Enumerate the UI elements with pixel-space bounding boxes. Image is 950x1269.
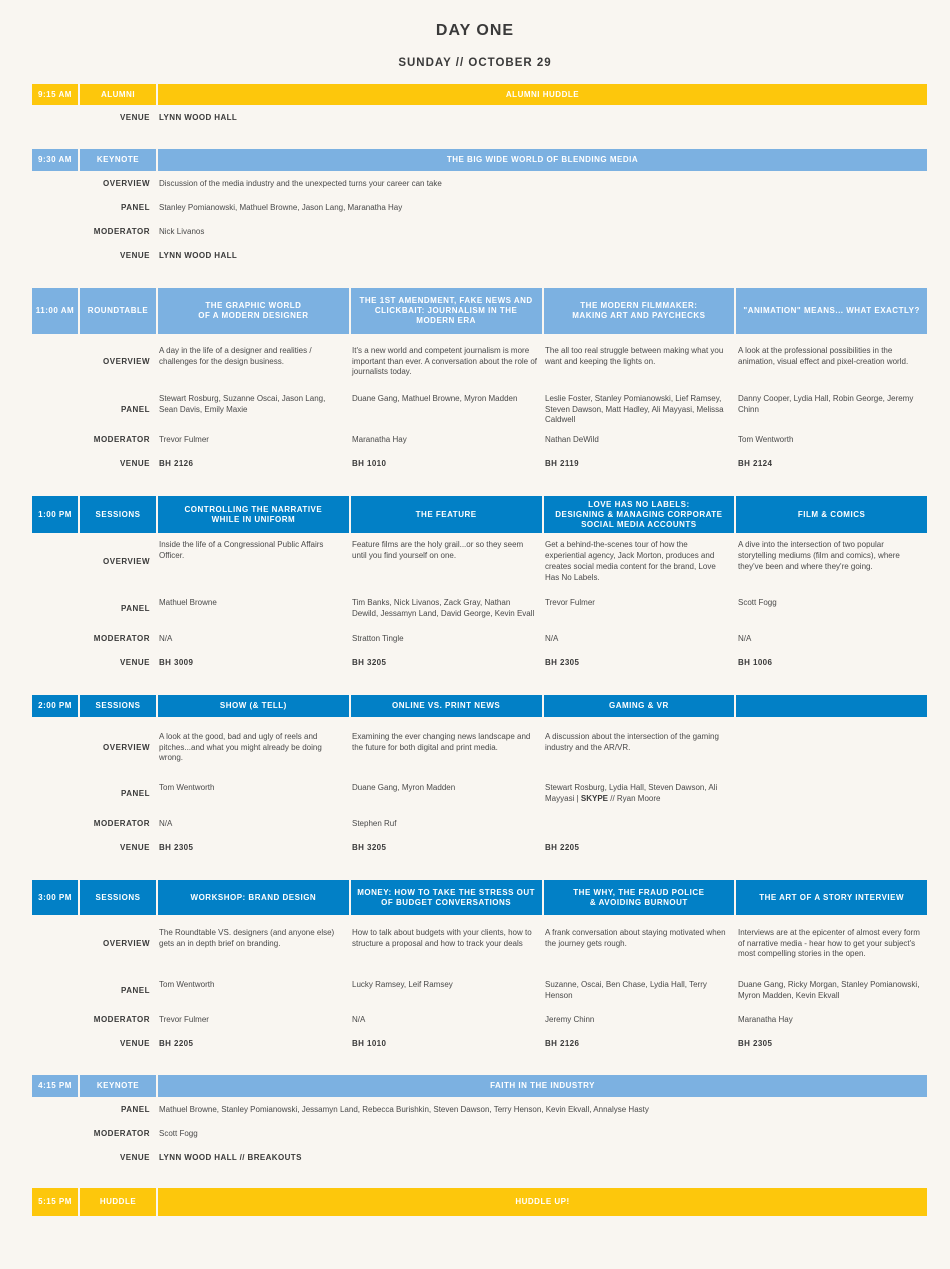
sessions3-venue-row — [32, 1038, 927, 1050]
type-cell: SESSIONS — [80, 880, 158, 915]
roundtable-moderator-row — [32, 434, 927, 446]
overview-value: The all too real struggle between making what you want and keeping the lights on. — [545, 345, 724, 366]
session-title: THE WHY, THE FRAUD POLICE & AVOIDING BURNOUT — [544, 880, 737, 915]
venue-value: BH 2305 — [738, 1038, 773, 1048]
panel-value: Stanley Pomianowski, Mathuel Browne, Jason Lang, Maranatha Hay — [159, 202, 403, 212]
session-title: THE BIG WIDE WORLD OF BLENDING MEDIA — [158, 149, 927, 171]
venue-value — [734, 843, 927, 854]
venue-value: BH 3205 — [352, 657, 387, 667]
overview-value: Interviews are at the epicenter of almost every form of narrative media - hear how to get your subject's most compelling stories in the open. — [738, 927, 920, 959]
overview-value: A look at the good, bad and ugly of reels and pitches...and what you might already be doing wrong. — [159, 731, 322, 763]
session-title: ALUMNI HUDDLE — [158, 84, 927, 105]
time-cell: 9:15 AM — [32, 84, 80, 105]
panel-label: PANEL — [120, 202, 150, 212]
overview-value: Get a behind-the-scenes tour of how the experiential agency, Jack Morton, produces and creates social media content for the brand, Love Has No Labels. — [545, 540, 716, 582]
panel-value: Tim Banks, Nick Livanos, Zack Gray, Nathan Dewild, Jessamyn Land, David George, Kevin Evall — [352, 598, 535, 618]
moderator-value: Maranatha Hay — [738, 1014, 793, 1024]
keynote1-overview-row — [32, 178, 927, 190]
moderator-value — [734, 819, 927, 830]
keynote2-header — [32, 1075, 927, 1097]
overview-value: Discussion of the media industry and the unexpected turns your career can take — [159, 178, 442, 188]
session-title: THE GRAPHIC WORLD OF A MODERN DESIGNER — [158, 288, 351, 334]
sessions1-overview-row — [32, 540, 927, 584]
sessions2-panel-row — [32, 780, 927, 808]
session-title: MONEY: HOW TO TAKE THE STRESS OUT OF BUDGET CONVERSATIONS — [351, 880, 544, 915]
roundtable-header — [32, 288, 927, 334]
overview-value — [734, 732, 927, 764]
venue-value: BH 2119 — [545, 458, 579, 468]
panel-value: Trevor Fulmer — [545, 598, 595, 608]
page-subtitle: SUNDAY // OCTOBER 29 — [398, 57, 552, 69]
moderator-value: Tom Wentworth — [738, 434, 794, 444]
sessions2-moderator-row — [32, 818, 927, 830]
session-title: LOVE HAS NO LABELS: DESIGNING & MANAGING CORPORATE SOCIAL MEDIA ACCOUNTS — [544, 496, 737, 533]
moderator-label: MODERATOR — [93, 818, 150, 828]
session-title: WORKSHOP: BRAND DESIGN — [158, 880, 351, 915]
overview-label: OVERVIEW — [103, 556, 150, 566]
session-title: THE ART OF A STORY INTERVIEW — [736, 880, 927, 915]
moderator-label: MODERATOR — [93, 633, 150, 643]
type-cell: ALUMNI — [80, 84, 158, 105]
session-title: THE 1ST AMENDMENT, FAKE NEWS AND CLICKBAIT: JOURNALISM IN THE MODERN ERA — [351, 288, 544, 334]
type-cell: ROUNDTABLE — [80, 288, 158, 334]
venue-label: VENUE — [119, 1152, 150, 1162]
moderator-value: Stephen Ruf — [352, 818, 397, 828]
panel-value-part: // Ryan Moore — [610, 794, 661, 803]
session-title — [736, 695, 927, 717]
venue-value: BH 2305 — [159, 842, 194, 852]
panel-value — [541, 783, 734, 805]
keynote1-header — [32, 149, 927, 171]
sessions2-venue-row — [32, 842, 927, 854]
moderator-value: N/A — [738, 633, 752, 643]
time-cell: 11:00 AM — [32, 288, 80, 334]
overview-value: A discussion about the intersection of the gaming industry and the AR/VR. — [545, 731, 719, 752]
moderator-value — [541, 819, 734, 830]
panel-value — [734, 783, 927, 805]
session-title: FAITH IN THE INDUSTRY — [158, 1075, 927, 1097]
moderator-value: Jeremy Chinn — [545, 1014, 595, 1024]
panel-label: PANEL — [120, 788, 150, 798]
moderator-value: Scott Fogg — [159, 1128, 198, 1138]
moderator-value: Nathan DeWild — [545, 434, 599, 444]
venue-label: VENUE — [119, 250, 150, 260]
venue-value: BH 2205 — [159, 1038, 194, 1048]
moderator-value: N/A — [545, 633, 559, 643]
type-cell: KEYNOTE — [80, 149, 158, 171]
panel-value: Danny Cooper, Lydia Hall, Robin George, Jeremy Chinn — [738, 393, 914, 414]
time-cell: 1:00 PM — [32, 496, 80, 533]
panel-value: Duane Gang, Mathuel Browne, Myron Madden — [352, 393, 518, 403]
venue-value: LYNN WOOD HALL — [159, 250, 238, 260]
moderator-value: Nick Livanos — [159, 226, 205, 236]
panel-label: PANEL — [120, 603, 150, 613]
panel-value: Stewart Rosburg, Suzanne Oscai, Jason Lang, Sean Davis, Emily Maxie — [159, 393, 326, 414]
panel-value: Mathuel Browne — [159, 598, 217, 608]
alumni-venue-row — [32, 112, 927, 124]
panel-value: Scott Fogg — [738, 598, 777, 608]
venue-value: BH 2305 — [545, 657, 580, 667]
venue-value: BH 3009 — [159, 657, 194, 667]
sessions1-venue-row — [32, 657, 927, 669]
page-title: DAY ONE — [435, 22, 515, 39]
overview-value: The Roundtable VS. designers (and anyone else) gets an in depth brief on branding. — [159, 927, 335, 948]
session-title: THE MODERN FILMMAKER: MAKING ART AND PAYCHECKS — [544, 288, 737, 334]
keynote2-panel-row — [32, 1104, 927, 1116]
roundtable-overview-row — [32, 342, 927, 382]
moderator-value: Trevor Fulmer — [159, 1014, 209, 1024]
session-title: FILM & COMICS — [736, 496, 927, 533]
panel-value: Mathuel Browne, Stanley Pomianowski, Jessamyn Land, Rebecca Burishkin, Steven Dawson, Terry Henson, Kevin Ekvall, Annalyse Hasty — [159, 1104, 649, 1114]
venue-value: BH 2126 — [545, 1038, 580, 1048]
sessions1-header — [32, 496, 927, 533]
panel-value: Duane Gang, Ricky Morgan, Stanley Pomianowski, Myron Madden, Kevin Ekvall — [738, 980, 920, 1000]
overview-value: Feature films are the holy grail...or so they seem until you find yourself on one. — [352, 540, 524, 561]
type-cell: HUDDLE — [80, 1188, 158, 1216]
panel-value-part: Stewart Rosburg, Lydia Hall, Steven Dawson, Ali Mayyasi | — [545, 783, 718, 803]
venue-value: LYNN WOOD HALL — [159, 112, 238, 122]
huddle-header — [32, 1188, 927, 1216]
overview-label: OVERVIEW — [103, 356, 150, 366]
time-cell: 2:00 PM — [32, 695, 80, 717]
venue-label: VENUE — [119, 112, 150, 122]
session-title: "ANIMATION" MEANS... WHAT EXACTLY? — [736, 288, 927, 334]
panel-label: PANEL — [120, 985, 150, 995]
moderator-value: N/A — [352, 1014, 366, 1024]
overview-value: Examining the ever changing news landscape and the future for both digital and print media. — [352, 731, 531, 752]
alumni-header — [32, 84, 927, 105]
panel-value: Tom Wentworth — [159, 783, 215, 793]
session-title: GAMING & VR — [544, 695, 737, 717]
keynote1-moderator-row — [32, 226, 927, 238]
sessions3-header — [32, 880, 927, 915]
roundtable-venue-row — [32, 458, 927, 470]
venue-value: LYNN WOOD HALL // BREAKOUTS — [159, 1152, 302, 1162]
venue-value: BH 3205 — [352, 842, 387, 852]
session-title: ONLINE VS. PRINT NEWS — [351, 695, 544, 717]
sessions3-moderator-row — [32, 1014, 927, 1026]
keynote2-moderator-row — [32, 1128, 927, 1140]
overview-value: A day in the life of a designer and realities / challenges for the design business. — [159, 345, 312, 366]
moderator-value: Trevor Fulmer — [159, 434, 209, 444]
type-cell: SESSIONS — [80, 496, 158, 533]
sessions2-header — [32, 695, 927, 717]
time-cell: 5:15 PM — [32, 1188, 80, 1216]
venue-value: BH 1006 — [738, 657, 773, 667]
panel-value: Lucky Ramsey, Leif Ramsey — [352, 980, 453, 990]
moderator-label: MODERATOR — [93, 434, 150, 444]
overview-value: A look at the professional possibilities in the animation, visual effect and pixel-creation world. — [738, 345, 909, 366]
roundtable-panel-row — [32, 390, 927, 430]
panel-value: Suzanne, Oscai, Ben Chase, Lydia Hall, Terry Henson — [545, 980, 707, 1000]
time-cell: 4:15 PM — [32, 1075, 80, 1097]
overview-value: Inside the life of a Congressional Public Affairs Officer. — [159, 540, 324, 561]
session-title: HUDDLE UP! — [158, 1188, 927, 1216]
overview-value: It's a new world and competent journalism is more important than ever. A conversation about the role of journalists today. — [352, 345, 538, 377]
moderator-value: N/A — [159, 633, 173, 643]
moderator-value: Maranatha Hay — [352, 434, 407, 444]
sessions2-overview-row — [32, 728, 927, 768]
keynote1-venue-row — [32, 250, 927, 262]
venue-value: BH 2126 — [159, 458, 194, 468]
overview-value: A dive into the intersection of two popular storytelling mediums (film and comics), where they've been and where they're going. — [738, 540, 900, 571]
sessions3-panel-row — [32, 978, 927, 1004]
moderator-value: N/A — [159, 818, 173, 828]
venue-label: VENUE — [119, 1038, 150, 1048]
overview-label: OVERVIEW — [103, 742, 150, 752]
type-cell: SESSIONS — [80, 695, 158, 717]
moderator-label: MODERATOR — [93, 226, 150, 236]
overview-value: How to talk about budgets with your clients, how to structure a proposal and how to track your deals — [352, 927, 532, 948]
sessions1-moderator-row — [32, 633, 927, 645]
panel-value: Duane Gang, Myron Madden — [352, 783, 456, 793]
keynote2-venue-row — [32, 1152, 927, 1164]
overview-label: OVERVIEW — [103, 178, 150, 188]
sessions1-panel-row — [32, 592, 927, 626]
session-title: CONTROLLING THE NARRATIVE WHILE IN UNIFORM — [158, 496, 351, 533]
time-cell: 9:30 AM — [32, 149, 80, 171]
panel-value: Leslie Foster, Stanley Pomianowski, Lief Ramsey, Steven Dawson, Matt Hadley, Ali Mayyasi, Melissa Caldwell — [545, 393, 724, 425]
keynote1-panel-row — [32, 202, 927, 214]
panel-label: PANEL — [120, 404, 150, 414]
time-cell: 3:00 PM — [32, 880, 80, 915]
skype-label: SKYPE — [580, 794, 608, 803]
venue-value: BH 2205 — [545, 842, 580, 852]
overview-label: OVERVIEW — [103, 938, 150, 948]
overview-value: A frank conversation about staying motivated when the journey gets rough. — [545, 927, 726, 948]
session-title: SHOW (& TELL) — [158, 695, 351, 717]
venue-label: VENUE — [119, 842, 150, 852]
venue-value: BH 1010 — [352, 458, 387, 468]
panel-value: Tom Wentworth — [159, 980, 215, 990]
venue-label: VENUE — [119, 458, 150, 468]
moderator-label: MODERATOR — [93, 1128, 150, 1138]
session-title: THE FEATURE — [351, 496, 544, 533]
moderator-value: Stratton Tingle — [352, 633, 404, 643]
type-cell: KEYNOTE — [80, 1075, 158, 1097]
venue-label: VENUE — [119, 657, 150, 667]
sessions3-overview-row — [32, 921, 927, 967]
moderator-label: MODERATOR — [93, 1014, 150, 1024]
venue-value: BH 2124 — [738, 458, 773, 468]
venue-value: BH 1010 — [352, 1038, 387, 1048]
panel-label: PANEL — [120, 1104, 150, 1114]
